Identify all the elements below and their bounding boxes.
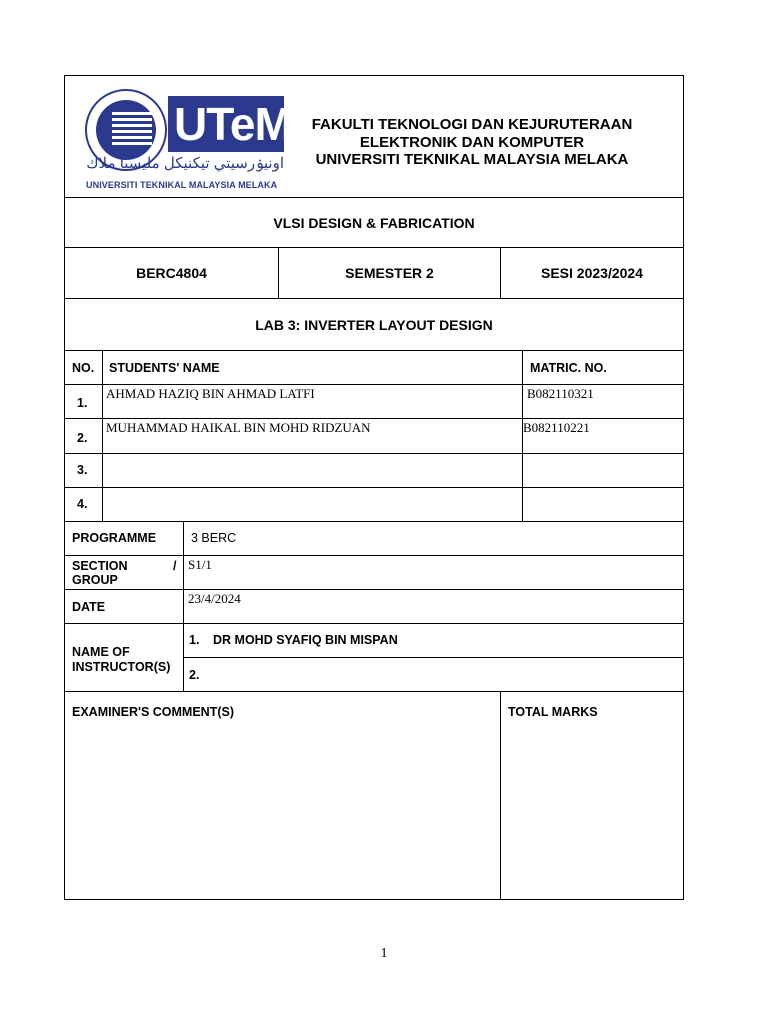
student-name	[102, 454, 522, 487]
student-name	[102, 488, 522, 521]
lab-title: LAB 3: INVERTER LAYOUT DESIGN	[65, 299, 683, 351]
instructor-label-line-1: NAME OF	[72, 645, 130, 659]
student-matric	[522, 488, 683, 521]
course-title: VLSI DESIGN & FABRICATION	[65, 198, 683, 248]
instructor-1-name: DR MOHD SYAFIQ BIN MISPAN	[213, 633, 398, 647]
student-name: MUHAMMAD HAIKAL BIN MOHD RIDZUAN	[102, 419, 522, 453]
programme-row	[65, 522, 683, 556]
programme-value: 3 BERC	[183, 522, 683, 555]
section-row	[65, 556, 683, 590]
cover-form	[64, 75, 684, 900]
student-matric: B082110321	[522, 385, 683, 418]
total-marks-label: TOTAL MARKS	[500, 692, 683, 899]
programme-label: PROGRAMME	[72, 531, 157, 545]
course-code: BERC4804	[136, 265, 207, 281]
faculty-header	[287, 116, 657, 169]
instructor-1	[184, 624, 683, 658]
instructor-2-number: 2.	[189, 668, 200, 682]
section-slash: /	[173, 559, 177, 573]
section-label-line-1: SECTION	[72, 559, 128, 573]
instructor-2	[184, 658, 683, 692]
row-number: 3.	[77, 463, 88, 477]
table-row	[65, 488, 683, 522]
course-info-row	[65, 248, 683, 299]
logo-caption: UNIVERSITI TEKNIKAL MALAYSIA MELAKA	[86, 180, 278, 190]
header-line-1: FAKULTI TEKNOLOGI DAN KEJURUTERAAN	[311, 116, 633, 133]
student-name: AHMAD HAZIQ BIN AHMAD LATFI	[102, 385, 522, 418]
header-line-3: UNIVERSITI TEKNIKAL MALAYSIA MELAKA	[315, 151, 629, 168]
examiner-row	[65, 692, 683, 899]
logo-brand: UTeM	[174, 98, 292, 150]
date-label: DATE	[72, 600, 106, 614]
row-number: 2.	[77, 431, 88, 445]
examiner-comments-label: EXAMINER'S COMMENT(S)	[72, 705, 234, 719]
utem-logo	[84, 82, 292, 194]
date-value: 23/4/2024	[183, 590, 683, 623]
instructor-1-number: 1.	[189, 633, 200, 647]
student-matric: B082110221	[522, 419, 683, 453]
section-value: S1/1	[183, 556, 683, 589]
instructor-values	[183, 624, 683, 691]
instructor-label-line-2: INSTRUCTOR(S)	[72, 660, 171, 674]
student-matric	[522, 454, 683, 487]
section-label-line-2: GROUP	[72, 573, 118, 587]
table-row	[65, 454, 683, 488]
page-number: 1	[380, 946, 388, 961]
header-line-2: ELEKTRONIK DAN KOMPUTER	[359, 133, 585, 151]
students-table-header	[65, 351, 683, 385]
table-row	[65, 385, 683, 419]
session: SESI 2023/2024	[500, 248, 683, 298]
col-name-header: STUDENTS' NAME	[102, 351, 522, 384]
header-row	[65, 76, 683, 198]
table-row	[65, 419, 683, 454]
col-matric-header: MATRIC. NO.	[522, 351, 683, 384]
semester: SEMESTER 2	[278, 248, 500, 298]
instructor-label	[65, 624, 183, 691]
row-number: 1.	[77, 396, 88, 410]
row-number: 4.	[77, 497, 88, 511]
section-label	[65, 556, 183, 589]
date-row	[65, 590, 683, 624]
instructor-row	[65, 624, 683, 692]
col-no-header: NO.	[72, 361, 95, 375]
logo-jawi-text: اونيۏرسيتي تيكنيکل مليسيا ملاك	[86, 155, 284, 172]
